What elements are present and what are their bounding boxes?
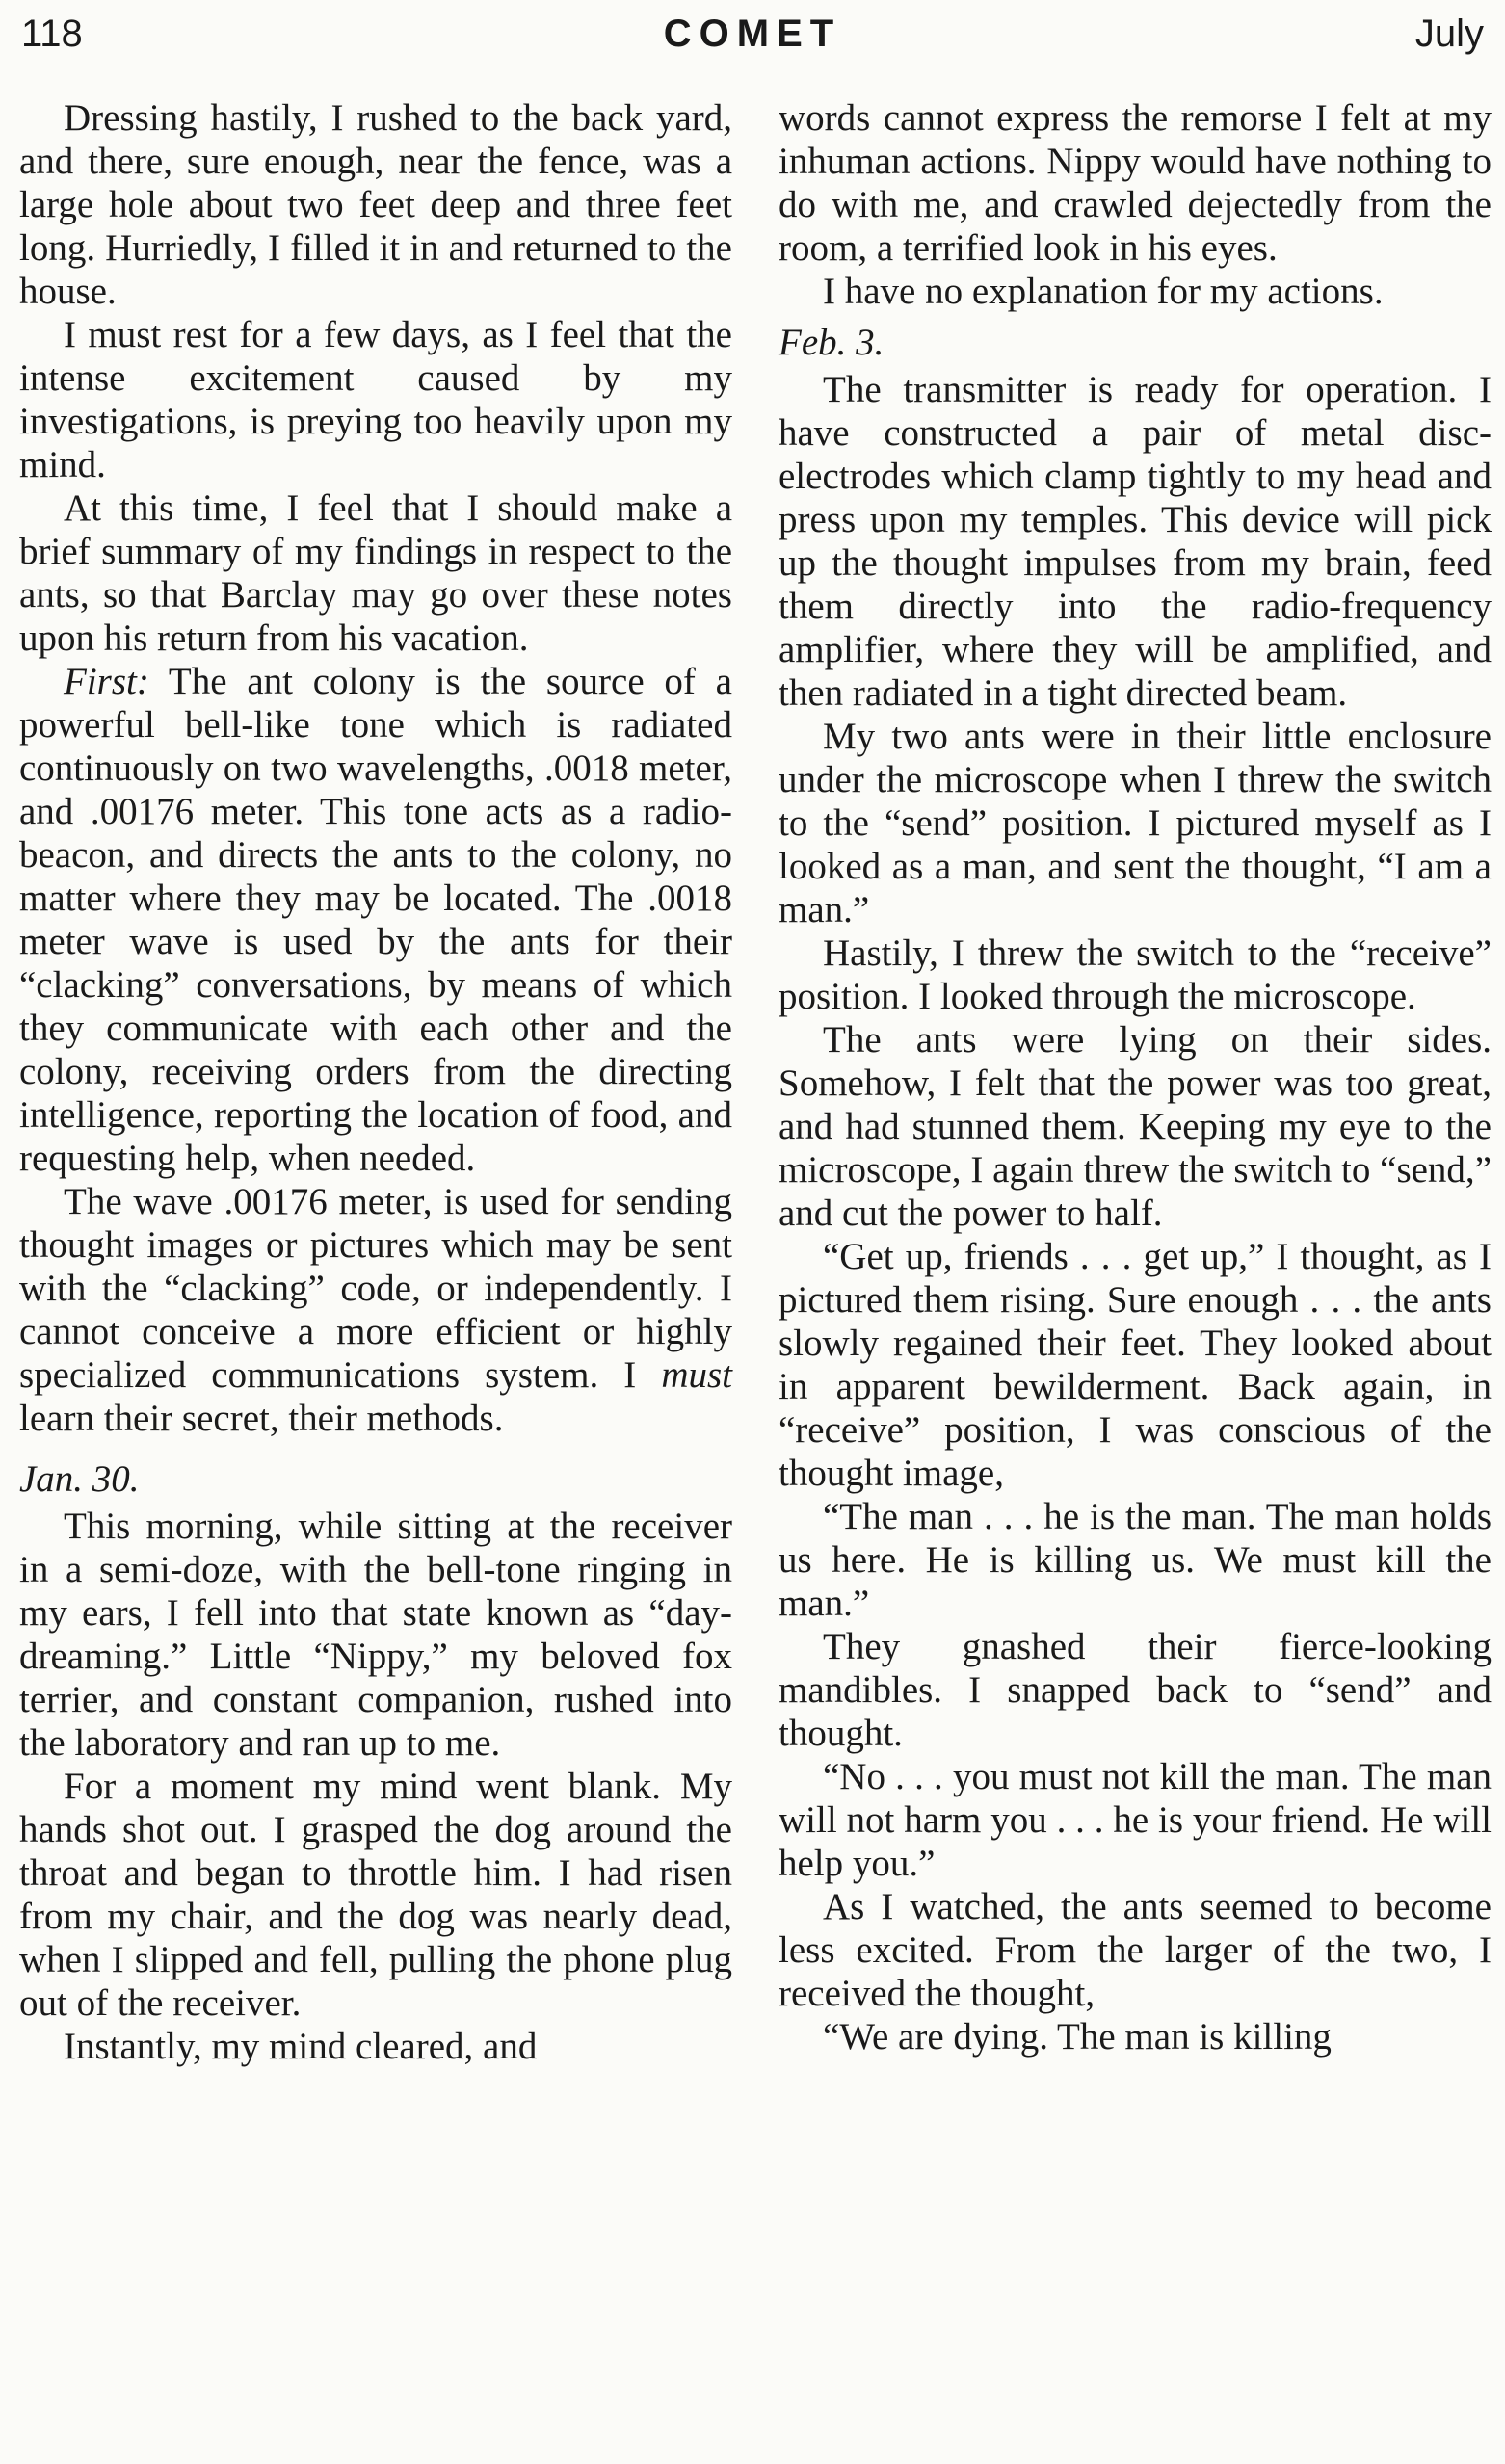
paragraph: I must rest for a few days, as I feel that the intense excitement caused by my investigations, is preying too heavily upon my mind. — [19, 314, 732, 485]
date-heading: Feb. 3. — [779, 322, 885, 363]
paragraph-text: The ant colony is the source of a powerful bell-like tone which is radiated continuously on two wavelengths, .0018 meter, and .00176 meter. This tone acts as a radio-beacon, and directs the ants to the colony, no matter where they may be located. The .0018 meter wave is used by the ants for their “clacking” conversations, by means of which they communicate with each other and the colony, receiving orders from the directing intelligence, reporting the location of food, and requesting help, when needed. — [19, 661, 732, 1179]
paragraph: words cannot express the remorse I felt at my inhuman actions. Nippy would have nothing to do with me, and crawled dejectedly from the room, a terrified look in his eyes. — [779, 97, 1492, 269]
paragraph: The transmitter is ready for operation. I have constructed a pair of metal disc-electrodes which clamp tightly to my head and press upon my temples. This device will pick up the thought impulses from my brain, feed them directly into the radio-frequency amplifier, where they will be amplified, and then radiated in a tight directed beam. — [779, 369, 1492, 714]
paragraph: “The man . . . he is the man. The man holds us here. He is killing us. We must kill the man.” — [779, 1496, 1492, 1624]
right-column — [779, 96, 1492, 2058]
paragraph: The ants were lying on their sides. Somehow, I felt that the power was too great, and had stunned them. Keeping my eye to the microscope, I again threw the switch to “send,” and cut the power to half. — [779, 1019, 1492, 1234]
paragraph-lead: First: — [64, 661, 149, 702]
left-column — [19, 96, 732, 2068]
paragraph: At this time, I feel that I should make a brief summary of my findings in respect to the ants, so that Barclay may go over these notes upon his return from his vacation. — [19, 487, 732, 659]
page-number: 118 — [21, 13, 83, 55]
emphasis: must — [661, 1354, 732, 1396]
page-header — [21, 10, 1484, 58]
paragraph: I have no explanation for my actions. — [823, 271, 1384, 312]
paragraph: For a moment my mind went blank. My hands shot out. I grasped the dog around the throat and began to throttle him. I had risen from my chair, and the dog was nearly dead, when I slipped and fell, pulling the phone plug out of the receiver. — [19, 1766, 732, 2024]
paragraph — [19, 660, 732, 1180]
magazine-title: COMET — [663, 13, 842, 55]
paragraph: Dressing hastily, I rushed to the back yard, and there, sure enough, near the fence, was a large hole about two feet deep and three feet long. Hurriedly, I filled it in and returned to the house. — [19, 97, 732, 312]
paragraph: My two ants were in their little enclosure under the microscope when I threw the switch to the “send” position. I pictured myself as I looked as a man, and sent the thought, “I am a man.” — [779, 716, 1492, 931]
paragraph: They gnashed their fierce-looking mandibles. I snapped back to “send” and thought. — [779, 1626, 1492, 1754]
paragraph: Hastily, I threw the switch to the “receive” position. I looked through the microscope. — [779, 932, 1492, 1017]
paragraph-text: learn their secret, their methods. — [19, 1398, 504, 1439]
paragraph: As I watched, the ants seemed to become less excited. From the larger of the two, I received the thought, — [779, 1886, 1492, 2014]
paragraph: This morning, while sitting at the receiver in a semi-doze, with the bell-tone ringing in my ears, I fell into that state known as “day-dreaming.” Little “Nippy,” my beloved fox terrier, and constant companion, rushed into the laboratory and ran up to me. — [19, 1506, 732, 1764]
paragraph: “We are dying. The man is killing — [823, 2016, 1332, 2058]
paragraph: “Get up, friends . . . get up,” I thought, as I pictured them rising. Sure enough . . . the ants slowly regained their feet. They looked about in apparent bewilderment. Back again, in “receive” position, I was conscious of the thought image, — [779, 1236, 1492, 1494]
issue-month: July — [1414, 13, 1484, 55]
paragraph-text: The wave .00176 meter, is used for sending thought images or pictures which may be sent with the “clacking” code, or independently. I cannot conceive a more efficient or highly specialized communications system. I — [19, 1181, 732, 1396]
paragraph — [19, 1180, 732, 1440]
paragraph: “No . . . you must not kill the man. The man will not harm you . . . he is your friend. He will help you.” — [779, 1756, 1492, 1884]
paragraph: Instantly, my mind cleared, and — [64, 2026, 538, 2067]
date-heading: Jan. 30. — [19, 1458, 140, 1500]
